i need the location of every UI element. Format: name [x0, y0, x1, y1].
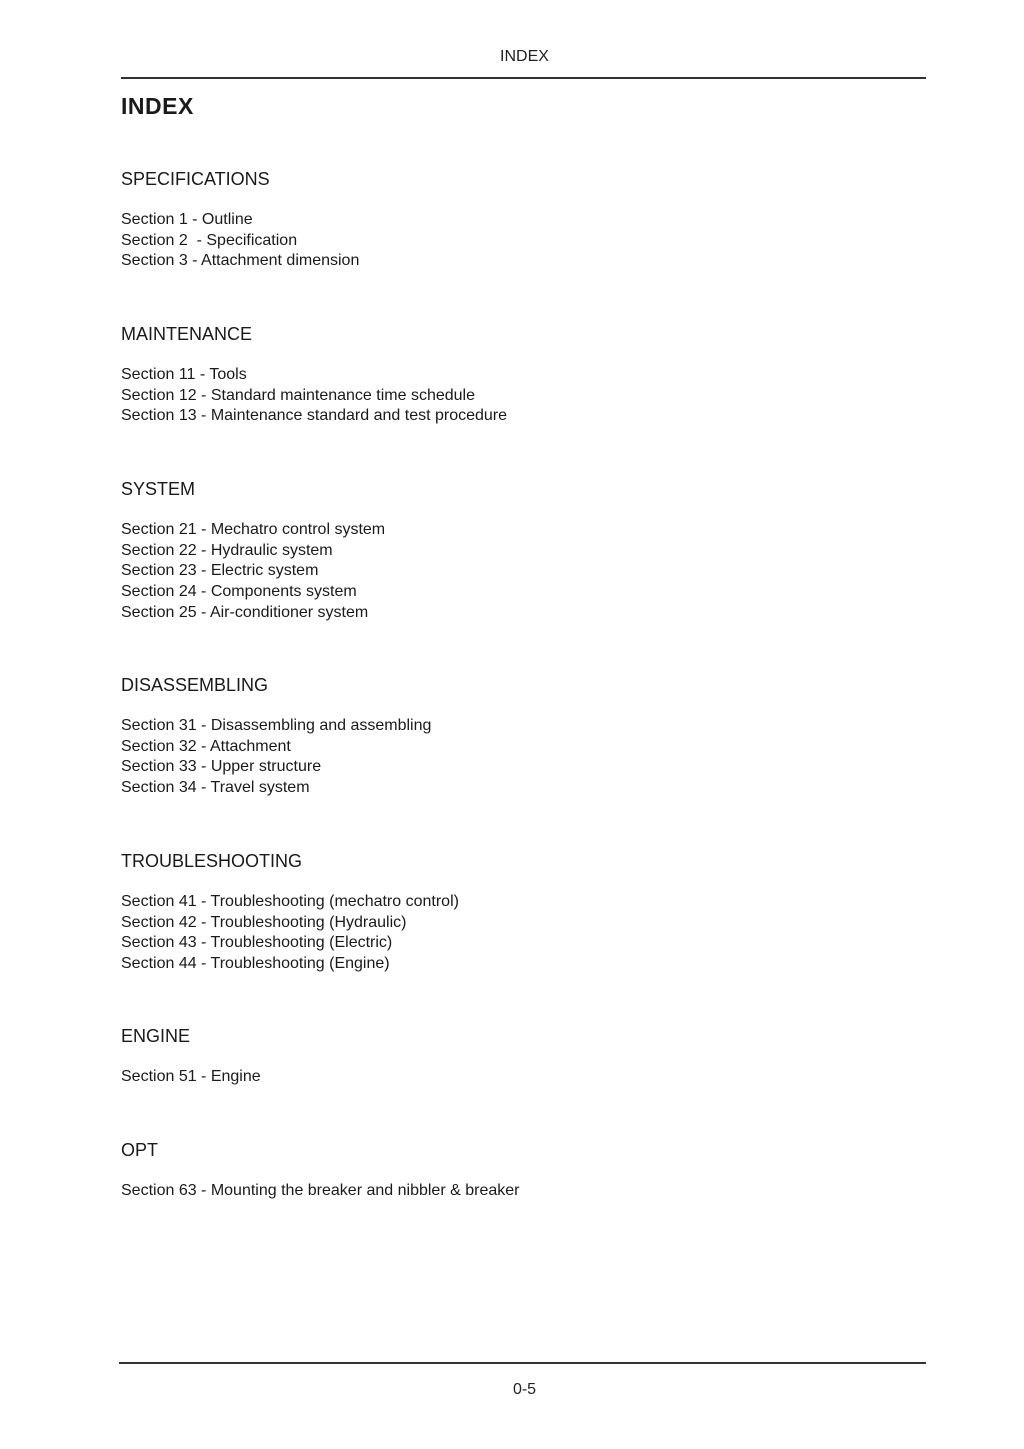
section-link[interactable]: Section 44 - Troubleshooting (Engine): [121, 955, 390, 973]
page-title: INDEX: [121, 93, 194, 119]
section-link[interactable]: Section 23 - Electric system: [121, 562, 319, 580]
group-specifications: [121, 168, 821, 272]
group-heading: MAINTENANCE: [121, 324, 253, 344]
section-link[interactable]: Section 21 - Mechatro control system: [121, 521, 386, 538]
group-troubleshooting: [121, 850, 821, 975]
section-link[interactable]: Section 43 - Troubleshooting (Electric): [121, 934, 393, 952]
section-link[interactable]: Section 25 - Air-conditioner system: [121, 603, 369, 621]
running-header: INDEX: [500, 48, 549, 65]
section-link[interactable]: Section 42 - Troubleshooting (Hydraulic): [121, 913, 407, 931]
group-opt: [121, 1139, 821, 1202]
section-link[interactable]: Section 12 - Standard maintenance time schedule: [121, 386, 475, 404]
section-link[interactable]: Section 11 - Tools: [121, 366, 247, 383]
group-heading: DISASSEMBLING: [121, 675, 269, 695]
section-link[interactable]: Section 3 - Attachment dimension: [121, 252, 360, 270]
section-link[interactable]: Section 51 - Engine: [121, 1068, 261, 1085]
group-heading: TROUBLESHOOTING: [121, 851, 303, 871]
section-link[interactable]: Section 33 - Upper structure: [121, 758, 322, 776]
section-link[interactable]: Section 41 - Troubleshooting (mechatro control): [121, 893, 459, 910]
section-link[interactable]: Section 22 - Hydraulic system: [121, 541, 333, 559]
group-disassembling: [121, 674, 821, 799]
section-link[interactable]: Section 31 - Disassembling and assembling: [121, 717, 432, 734]
group-heading: SPECIFICATIONS: [121, 169, 270, 189]
section-link[interactable]: Section 34 - Travel system: [121, 779, 310, 797]
section-link[interactable]: Section 63 - Mounting the breaker and nibbler & breaker: [121, 1182, 520, 1199]
group-heading: OPT: [121, 1140, 159, 1160]
section-link[interactable]: Section 2 - Specification: [121, 231, 298, 249]
section-link[interactable]: Section 32 - Attachment: [121, 737, 291, 755]
group-heading: SYSTEM: [121, 479, 196, 499]
footer-rule: [119, 1362, 926, 1364]
page-number: 0-5: [512, 1381, 537, 1398]
group-system: [121, 478, 821, 624]
group-maintenance: [121, 323, 821, 427]
header-rule: [121, 77, 926, 79]
group-engine: [121, 1025, 821, 1088]
section-link[interactable]: Section 24 - Components system: [121, 583, 357, 601]
group-heading: ENGINE: [121, 1026, 191, 1046]
section-link[interactable]: Section 1 - Outline: [121, 211, 253, 228]
section-link[interactable]: Section 13 - Maintenance standard and test procedure: [121, 407, 508, 425]
